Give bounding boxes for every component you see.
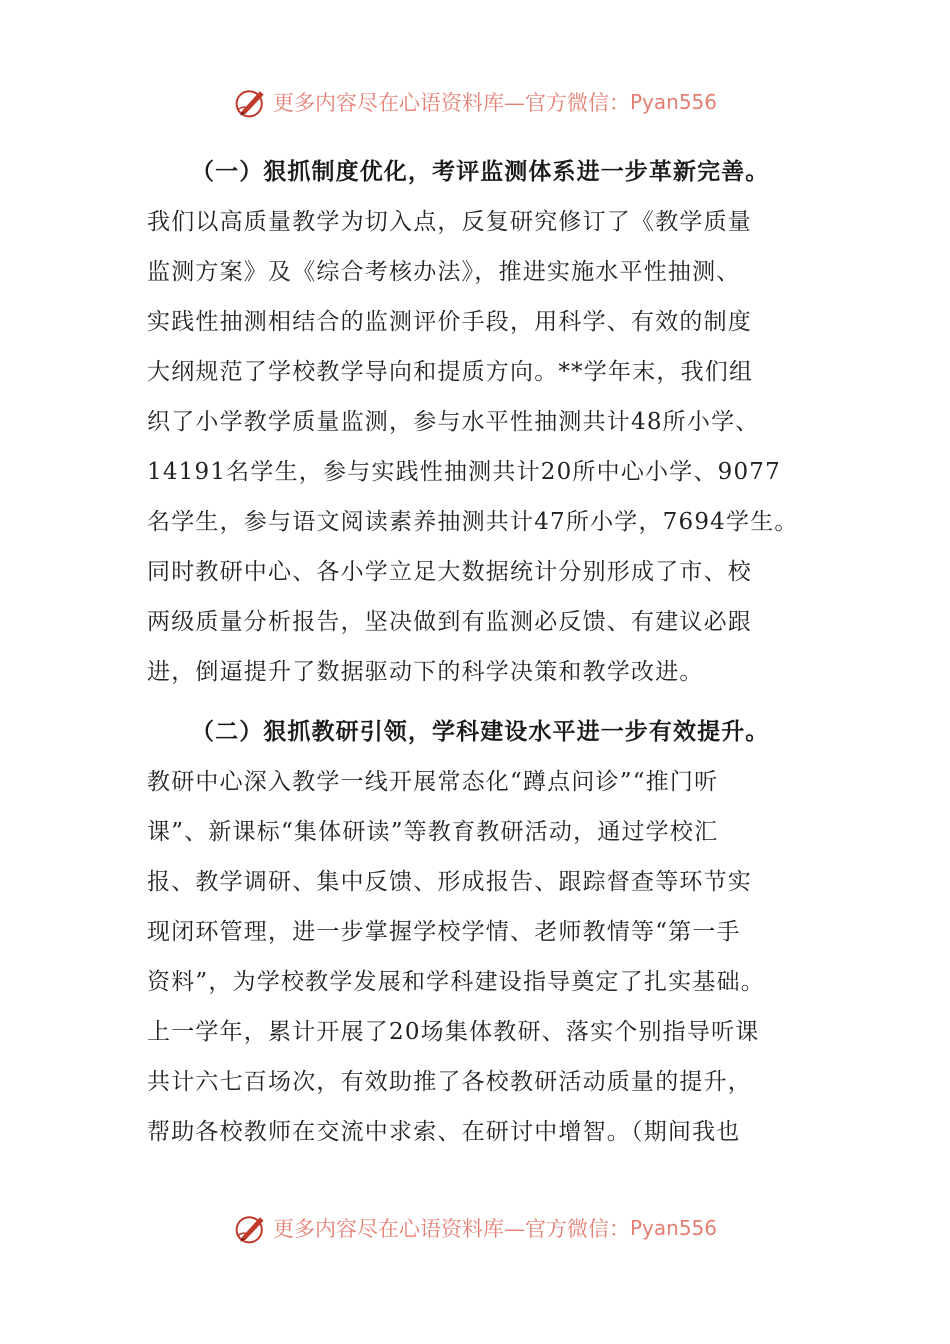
section-1-line: 监测方案》及《综合考核办法》，推进实施水平性抽测、 bbox=[147, 259, 741, 285]
section-gap bbox=[147, 697, 817, 707]
section-2-line: 现闭环管理，进一步掌握学校学情、老师教情等“第一手 bbox=[147, 919, 741, 945]
section-2-heading: （二）狠抓教研引领，学科建设水平进一步有效提升。 bbox=[191, 718, 770, 745]
pen-logo-icon bbox=[233, 84, 269, 120]
watermark-wechat-id: Pyan556 bbox=[629, 90, 717, 114]
section-1-line: 14191名学生，参与实践性抽测共计20所中心小学、9077 bbox=[147, 459, 781, 485]
section-2-line: 教研中心深入教学一线开展常态化“蹲点问诊”“推门听 bbox=[147, 769, 719, 795]
watermark-group bbox=[233, 84, 717, 120]
section-1-line: 大纲规范了学校教学导向和提质方向。**学年末，我们组 bbox=[147, 359, 754, 385]
section-1-line: 织了小学教学质量监测，参与水平性抽测共计48所小学、 bbox=[147, 409, 760, 435]
section-1-line: 实践性抽测相结合的监测评价手段，用科学、有效的制度 bbox=[147, 309, 752, 335]
watermark-text: 更多内容尽在心语资料库—官方微信： bbox=[272, 91, 630, 115]
section-1-line: 名学生，参与语文阅读素养抽测共计47所小学，7694学生。 bbox=[147, 509, 799, 535]
pen-logo-icon bbox=[233, 1210, 269, 1246]
watermark-wechat-id: Pyan556 bbox=[629, 1216, 717, 1240]
section-1-line: 同时教研中心、各小学立足大数据统计分别形成了市、校 bbox=[147, 559, 752, 585]
section-2-line: 帮助各校教师在交流中求索、在研讨中增智。（期间我也 bbox=[147, 1119, 741, 1145]
document-body bbox=[147, 147, 817, 1157]
section-1-line: 进，倒逼提升了数据驱动下的科学决策和教学改进。 bbox=[147, 659, 704, 685]
watermark-group bbox=[233, 1210, 717, 1246]
section-2-line: 共计六七百场次，有效助推了各校教研活动质量的提升， bbox=[147, 1069, 752, 1095]
section-2-line: 报、教学调研、集中反馈、形成报告、跟踪督查等环节实 bbox=[147, 869, 752, 895]
section-1-heading: （一）狠抓制度优化，考评监测体系进一步革新完善。 bbox=[191, 158, 770, 185]
section-2-line: 上一学年，累计开展了20场集体教研、落实个别指导听课 bbox=[147, 1019, 760, 1045]
footer-watermark bbox=[0, 1206, 950, 1250]
header-watermark bbox=[0, 80, 950, 124]
section-2-line: 课”、新课标“集体研读”等教育教研活动，通过学校汇 bbox=[147, 819, 719, 845]
section-1-line: 我们以高质量教学为切入点，反复研究修订了《教学质量 bbox=[147, 209, 752, 235]
watermark-text: 更多内容尽在心语资料库—官方微信： bbox=[272, 1217, 630, 1241]
section-2-line: 资料”，为学校教学发展和学科建设指导奠定了扎实基础。 bbox=[147, 969, 765, 995]
section-1-line: 两级质量分析报告，坚决做到有监测必反馈、有建议必跟 bbox=[147, 609, 752, 635]
